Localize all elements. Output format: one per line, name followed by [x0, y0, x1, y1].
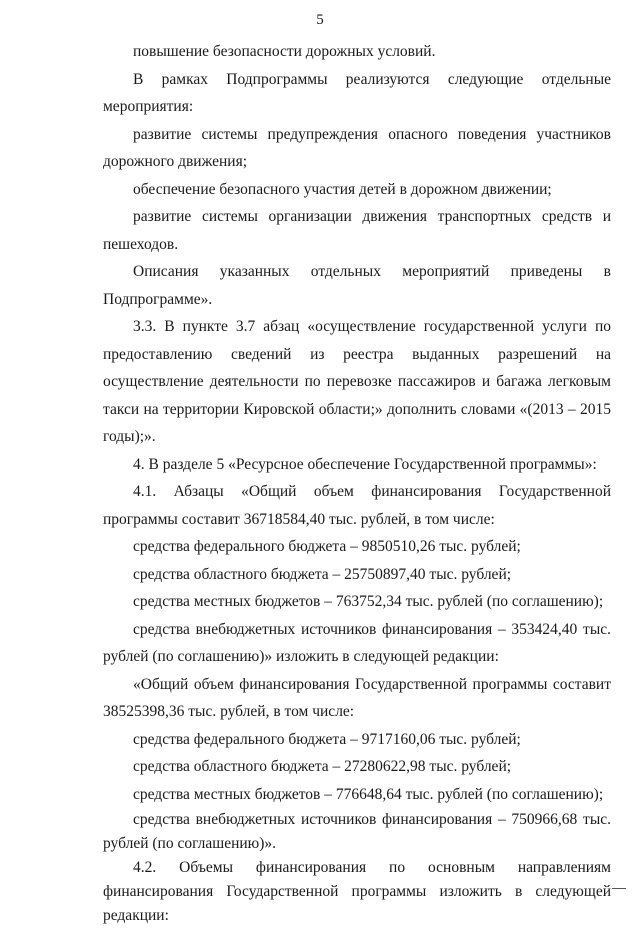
paragraph-traffic-organization: развитие системы организации движения транспортных средств и пешеходов. [103, 208, 611, 253]
paragraph-extrabudget-new: средства внебюджетных источников финансирования – 750966,68 тыс. рублей (по соглашению)». [103, 811, 611, 852]
paragraph-children-safety: обеспечение безопасного участия детей в дорожном движении; [133, 180, 552, 198]
paragraph-item-4: 4. В разделе 5 «Ресурсное обеспечение Государственной программы»: [133, 455, 597, 473]
paragraph-federal-budget-old: средства федерального бюджета – 9850510,26 тыс. рублей; [133, 538, 521, 555]
paragraph-subprogram-measures: В рамках Подпрограммы реализуются следующие отдельные мероприятия: [103, 70, 611, 115]
paragraph-item-4-2: 4.2. Объемы финансирования по основным направлениям финансирования Государственной программы изложить в следующей редакции: [103, 859, 611, 924]
paragraph-extrabudget-old: средства внебюджетных источников финансирования – 353424,40 тыс. рублей (по соглашению)» изложить в следующей редакции: [103, 620, 611, 665]
paragraph-road-conditions: повышение безопасности дорожных условий. [133, 43, 436, 60]
page-number: 5 [316, 12, 324, 28]
paragraph-descriptions: Описания указанных отдельных мероприятий приведены в Подпрограмме». [103, 263, 611, 308]
paragraph-total-new: «Общий объем финансирования Государственной программы составит 38525398,36 тыс. рублей, в том числе: [103, 675, 611, 720]
paragraph-federal-budget-new: средства федерального бюджета – 9717160,06 тыс. рублей; [133, 730, 521, 748]
paragraph-regional-budget-old: средства областного бюджета – 25750897,40 тыс. рублей; [133, 565, 512, 583]
paragraph-item-4-1: 4.1. Абзацы «Общий объем финансирования Государственной программы составит 36718584,40 тыс. рублей, в том числе: [103, 483, 611, 528]
paragraph-local-budget-new: средства местных бюджетов – 776648,64 тыс. рублей (по соглашению); [133, 785, 604, 803]
paragraph-local-budget-old: средства местных бюджетов – 763752,34 тыс. рублей (по соглашению); [133, 593, 604, 610]
paragraph-warning-system: развитие системы предупреждения опасного поведения участников дорожного движения; [103, 125, 611, 170]
corner-dash [612, 888, 626, 889]
paragraph-regional-budget-new: средства областного бюджета – 27280622,98 тыс. рублей; [133, 758, 512, 775]
document-body [103, 38, 611, 928]
paragraph-item-3-3: 3.3. В пункте 3.7 абзац «осуществление государственной услуги по предоставлению сведений из реестра выданных разрешений на осуществление деятельности по перевозке пассажиров и багажа легковым такси на территории Кировской области;» дополнить словами «(2013 – 2015 годы);». [103, 318, 611, 445]
